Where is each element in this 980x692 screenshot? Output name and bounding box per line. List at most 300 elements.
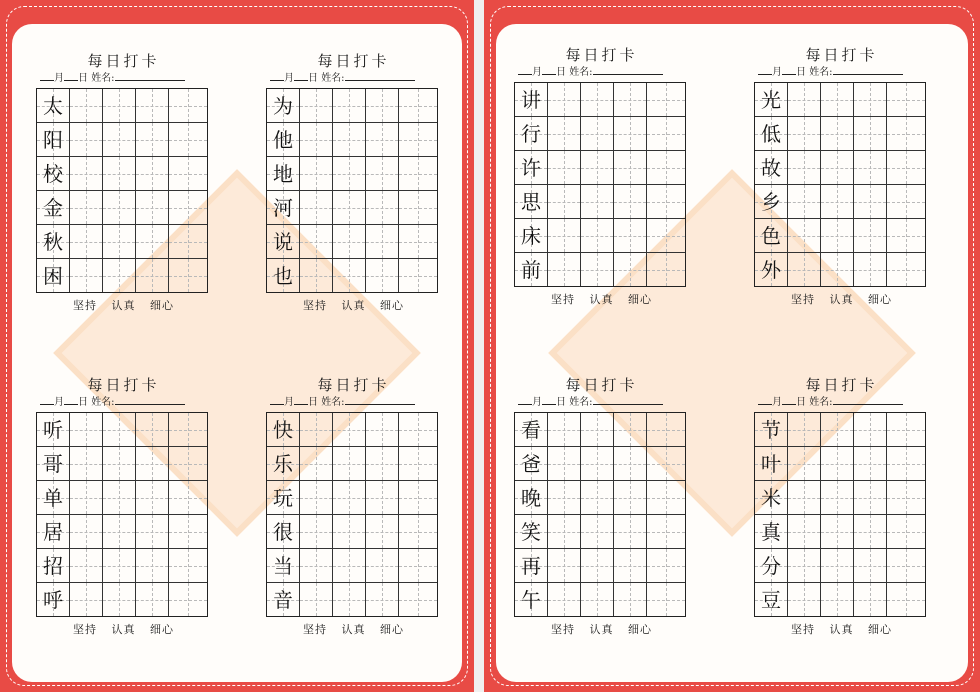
practice-cell[interactable] bbox=[887, 549, 925, 582]
model-character: 地 bbox=[273, 161, 293, 186]
day-blank[interactable] bbox=[294, 394, 308, 405]
practice-cell[interactable] bbox=[103, 123, 136, 156]
grid-row bbox=[37, 225, 207, 259]
practice-cell[interactable] bbox=[647, 549, 685, 582]
practice-cell[interactable] bbox=[70, 89, 103, 122]
practice-cell[interactable] bbox=[647, 515, 685, 548]
practice-cell[interactable] bbox=[333, 259, 366, 292]
model-char-cell bbox=[755, 219, 788, 252]
model-character: 哥 bbox=[43, 451, 63, 476]
model-char-cell bbox=[37, 225, 70, 258]
practice-cell[interactable] bbox=[103, 413, 136, 446]
practice-cell[interactable] bbox=[854, 83, 887, 116]
card-title: 每日打卡 bbox=[805, 46, 878, 64]
practice-cell[interactable] bbox=[887, 117, 925, 150]
tianzige-grid bbox=[754, 412, 926, 617]
grid-row bbox=[267, 481, 437, 515]
practice-cell[interactable] bbox=[614, 117, 647, 150]
name-blank[interactable] bbox=[115, 394, 185, 405]
practice-cell[interactable] bbox=[70, 481, 103, 514]
model-char-cell bbox=[755, 549, 788, 582]
practice-cell[interactable] bbox=[399, 157, 437, 190]
practice-cell[interactable] bbox=[366, 123, 399, 156]
practice-cell[interactable] bbox=[647, 117, 685, 150]
grid-row bbox=[37, 259, 207, 292]
practice-cell[interactable] bbox=[136, 413, 169, 446]
month-blank[interactable] bbox=[758, 64, 772, 75]
practice-cell[interactable] bbox=[169, 259, 207, 292]
practice-cell[interactable] bbox=[581, 549, 614, 582]
practice-cell[interactable] bbox=[70, 259, 103, 292]
practice-cell[interactable] bbox=[300, 583, 333, 616]
practice-cell[interactable] bbox=[647, 219, 685, 252]
grid-row bbox=[515, 549, 685, 583]
practice-cell[interactable] bbox=[614, 447, 647, 480]
practice-cell[interactable] bbox=[548, 515, 581, 548]
practice-cell[interactable] bbox=[854, 253, 887, 286]
practice-cell[interactable] bbox=[581, 185, 614, 218]
month-blank[interactable] bbox=[758, 394, 772, 405]
month-blank[interactable] bbox=[518, 394, 532, 405]
grid-row bbox=[755, 583, 925, 616]
practice-cell[interactable] bbox=[647, 583, 685, 616]
practice-cell[interactable] bbox=[136, 583, 169, 616]
practice-cell[interactable] bbox=[581, 447, 614, 480]
practice-cell[interactable] bbox=[821, 117, 854, 150]
practice-cell[interactable] bbox=[581, 117, 614, 150]
name-blank[interactable] bbox=[593, 64, 663, 75]
model-character: 听 bbox=[43, 417, 63, 442]
practice-cell[interactable] bbox=[548, 413, 581, 446]
practice-cell[interactable] bbox=[887, 481, 925, 514]
practice-cell[interactable] bbox=[614, 515, 647, 548]
practice-cell[interactable] bbox=[169, 447, 207, 480]
practice-cell[interactable] bbox=[821, 549, 854, 582]
model-char-cell bbox=[515, 583, 548, 616]
practice-cell[interactable] bbox=[548, 185, 581, 218]
grid-row bbox=[755, 447, 925, 481]
grid-row bbox=[515, 83, 685, 117]
practice-cell[interactable] bbox=[366, 259, 399, 292]
practice-cell[interactable] bbox=[854, 447, 887, 480]
month-label: 月 bbox=[284, 73, 294, 84]
practice-cell[interactable] bbox=[366, 481, 399, 514]
practice-cell[interactable] bbox=[70, 191, 103, 224]
practice-cell[interactable] bbox=[169, 225, 207, 258]
practice-cell[interactable] bbox=[103, 157, 136, 190]
checkin-card bbox=[266, 52, 441, 313]
practice-cell[interactable] bbox=[821, 515, 854, 548]
practice-cell[interactable] bbox=[854, 413, 887, 446]
practice-cell[interactable] bbox=[333, 225, 366, 258]
practice-cell[interactable] bbox=[647, 481, 685, 514]
model-char-cell bbox=[515, 151, 548, 184]
model-character: 也 bbox=[273, 263, 293, 288]
name-blank[interactable] bbox=[345, 70, 415, 81]
month-label: 月 bbox=[532, 397, 542, 408]
day-blank[interactable] bbox=[542, 64, 556, 75]
practice-cell[interactable] bbox=[136, 515, 169, 548]
name-blank[interactable] bbox=[833, 394, 903, 405]
practice-cell[interactable] bbox=[136, 481, 169, 514]
model-char-cell bbox=[267, 583, 300, 616]
practice-cell[interactable] bbox=[581, 515, 614, 548]
practice-cell[interactable] bbox=[548, 117, 581, 150]
checkin-card bbox=[754, 46, 929, 307]
model-char-cell bbox=[37, 413, 70, 446]
practice-cell[interactable] bbox=[136, 549, 169, 582]
practice-cell[interactable] bbox=[647, 413, 685, 446]
practice-cell[interactable] bbox=[169, 157, 207, 190]
month-label: 月 bbox=[54, 73, 64, 84]
practice-cell[interactable] bbox=[821, 185, 854, 218]
tianzige-grid bbox=[266, 88, 438, 293]
model-character: 光 bbox=[761, 87, 781, 112]
practice-cell[interactable] bbox=[70, 413, 103, 446]
card-title: 每日打卡 bbox=[805, 376, 878, 394]
practice-cell[interactable] bbox=[366, 413, 399, 446]
practice-cell[interactable] bbox=[136, 157, 169, 190]
practice-cell[interactable] bbox=[136, 123, 169, 156]
model-character: 呼 bbox=[43, 587, 63, 612]
tianzige-grid bbox=[266, 412, 438, 617]
month-blank[interactable] bbox=[40, 394, 54, 405]
practice-cell[interactable] bbox=[169, 191, 207, 224]
model-character: 乐 bbox=[273, 451, 293, 476]
practice-cell[interactable] bbox=[788, 549, 821, 582]
practice-cell[interactable] bbox=[821, 447, 854, 480]
practice-cell[interactable] bbox=[300, 481, 333, 514]
day-blank[interactable] bbox=[542, 394, 556, 405]
day-label: 日 bbox=[796, 397, 806, 408]
practice-cell[interactable] bbox=[788, 583, 821, 616]
practice-cell[interactable] bbox=[300, 515, 333, 548]
model-char-cell bbox=[755, 83, 788, 116]
practice-cell[interactable] bbox=[399, 583, 437, 616]
model-char-cell bbox=[755, 253, 788, 286]
model-char-cell bbox=[755, 481, 788, 514]
practice-cell[interactable] bbox=[647, 151, 685, 184]
date-name-line bbox=[270, 394, 441, 408]
day-blank[interactable] bbox=[294, 70, 308, 81]
practice-cell[interactable] bbox=[70, 515, 103, 548]
practice-cell[interactable] bbox=[821, 583, 854, 616]
practice-cell[interactable] bbox=[887, 447, 925, 480]
practice-cell[interactable] bbox=[333, 583, 366, 616]
model-char-cell bbox=[755, 583, 788, 616]
practice-cell[interactable] bbox=[821, 253, 854, 286]
practice-cell[interactable] bbox=[169, 413, 207, 446]
practice-cell[interactable] bbox=[136, 225, 169, 258]
day-blank[interactable] bbox=[64, 70, 78, 81]
practice-cell[interactable] bbox=[399, 225, 437, 258]
practice-cell[interactable] bbox=[333, 89, 366, 122]
practice-cell[interactable] bbox=[614, 583, 647, 616]
practice-cell[interactable] bbox=[103, 447, 136, 480]
checkin-card bbox=[266, 376, 441, 637]
day-blank[interactable] bbox=[782, 64, 796, 75]
practice-cell[interactable] bbox=[821, 219, 854, 252]
practice-cell[interactable] bbox=[136, 191, 169, 224]
practice-cell[interactable] bbox=[887, 83, 925, 116]
practice-cell[interactable] bbox=[399, 191, 437, 224]
month-blank[interactable] bbox=[270, 394, 284, 405]
practice-cell[interactable] bbox=[366, 157, 399, 190]
practice-cell[interactable] bbox=[581, 583, 614, 616]
name-blank[interactable] bbox=[345, 394, 415, 405]
practice-cell[interactable] bbox=[399, 413, 437, 446]
practice-cell[interactable] bbox=[70, 123, 103, 156]
practice-cell[interactable] bbox=[647, 185, 685, 218]
name-blank[interactable] bbox=[833, 64, 903, 75]
grid-row bbox=[515, 253, 685, 286]
practice-cell[interactable] bbox=[614, 185, 647, 218]
practice-cell[interactable] bbox=[103, 583, 136, 616]
practice-cell[interactable] bbox=[887, 151, 925, 184]
model-char-cell bbox=[755, 413, 788, 446]
model-character: 豆 bbox=[761, 587, 781, 612]
model-character: 节 bbox=[761, 417, 781, 442]
name-blank[interactable] bbox=[115, 70, 185, 81]
practice-cell[interactable] bbox=[647, 447, 685, 480]
practice-cell[interactable] bbox=[70, 447, 103, 480]
practice-cell[interactable] bbox=[614, 83, 647, 116]
month-blank[interactable] bbox=[270, 70, 284, 81]
practice-cell[interactable] bbox=[366, 515, 399, 548]
card-title: 每日打卡 bbox=[87, 52, 160, 70]
practice-cell[interactable] bbox=[169, 549, 207, 582]
practice-cell[interactable] bbox=[614, 549, 647, 582]
practice-cell[interactable] bbox=[548, 549, 581, 582]
grid-row bbox=[755, 481, 925, 515]
practice-cell[interactable] bbox=[300, 413, 333, 446]
practice-cell[interactable] bbox=[581, 151, 614, 184]
practice-cell[interactable] bbox=[647, 253, 685, 286]
practice-cell[interactable] bbox=[854, 185, 887, 218]
practice-cell[interactable] bbox=[103, 191, 136, 224]
grid-row bbox=[755, 219, 925, 253]
practice-cell[interactable] bbox=[333, 157, 366, 190]
practice-cell[interactable] bbox=[614, 151, 647, 184]
practice-cell[interactable] bbox=[614, 253, 647, 286]
day-blank[interactable] bbox=[782, 394, 796, 405]
model-character: 玩 bbox=[273, 485, 293, 510]
grid-row bbox=[37, 413, 207, 447]
month-label: 月 bbox=[54, 397, 64, 408]
checkin-card bbox=[754, 376, 929, 637]
month-label: 月 bbox=[284, 397, 294, 408]
card-footer-motto: 坚持 认真 细心 bbox=[303, 299, 404, 312]
model-character: 他 bbox=[273, 127, 293, 152]
model-char-cell bbox=[37, 89, 70, 122]
practice-cell[interactable] bbox=[614, 481, 647, 514]
practice-cell[interactable] bbox=[548, 151, 581, 184]
practice-cell[interactable] bbox=[333, 549, 366, 582]
practice-cell[interactable] bbox=[548, 219, 581, 252]
practice-cell[interactable] bbox=[548, 583, 581, 616]
practice-cell[interactable] bbox=[788, 515, 821, 548]
practice-cell[interactable] bbox=[854, 219, 887, 252]
practice-cell[interactable] bbox=[854, 515, 887, 548]
card-footer-motto: 坚持 认真 细心 bbox=[303, 623, 404, 636]
practice-cell[interactable] bbox=[854, 549, 887, 582]
practice-cell[interactable] bbox=[333, 515, 366, 548]
practice-cell[interactable] bbox=[333, 123, 366, 156]
practice-cell[interactable] bbox=[169, 123, 207, 156]
practice-cell[interactable] bbox=[300, 191, 333, 224]
practice-cell[interactable] bbox=[788, 83, 821, 116]
practice-cell[interactable] bbox=[300, 447, 333, 480]
grid-row bbox=[267, 225, 437, 259]
practice-cell[interactable] bbox=[854, 481, 887, 514]
practice-cell[interactable] bbox=[366, 89, 399, 122]
practice-cell[interactable] bbox=[614, 413, 647, 446]
practice-cell[interactable] bbox=[399, 259, 437, 292]
model-char-cell bbox=[37, 583, 70, 616]
practice-cell[interactable] bbox=[136, 447, 169, 480]
practice-cell[interactable] bbox=[300, 549, 333, 582]
practice-cell[interactable] bbox=[399, 515, 437, 548]
practice-cell[interactable] bbox=[399, 549, 437, 582]
practice-cell[interactable] bbox=[70, 157, 103, 190]
model-character: 真 bbox=[761, 519, 781, 544]
practice-cell[interactable] bbox=[169, 515, 207, 548]
practice-cell[interactable] bbox=[581, 253, 614, 286]
practice-cell[interactable] bbox=[333, 447, 366, 480]
model-character: 困 bbox=[43, 263, 63, 288]
model-character: 低 bbox=[761, 121, 781, 146]
practice-cell[interactable] bbox=[887, 185, 925, 218]
practice-cell[interactable] bbox=[581, 83, 614, 116]
practice-cell[interactable] bbox=[854, 151, 887, 184]
practice-cell[interactable] bbox=[333, 191, 366, 224]
practice-cell[interactable] bbox=[399, 89, 437, 122]
date-name-line bbox=[40, 394, 211, 408]
practice-cell[interactable] bbox=[300, 123, 333, 156]
practice-cell[interactable] bbox=[103, 89, 136, 122]
grid-row bbox=[37, 191, 207, 225]
day-blank[interactable] bbox=[64, 394, 78, 405]
practice-cell[interactable] bbox=[103, 515, 136, 548]
practice-cell[interactable] bbox=[169, 583, 207, 616]
practice-cell[interactable] bbox=[821, 481, 854, 514]
practice-cell[interactable] bbox=[788, 219, 821, 252]
practice-cell[interactable] bbox=[103, 549, 136, 582]
practice-cell[interactable] bbox=[548, 253, 581, 286]
practice-cell[interactable] bbox=[614, 219, 647, 252]
date-name-line bbox=[758, 64, 929, 78]
practice-cell[interactable] bbox=[788, 253, 821, 286]
practice-cell[interactable] bbox=[581, 481, 614, 514]
practice-cell[interactable] bbox=[887, 515, 925, 548]
practice-cell[interactable] bbox=[821, 413, 854, 446]
model-character: 太 bbox=[43, 93, 63, 118]
practice-cell[interactable] bbox=[103, 259, 136, 292]
practice-cell[interactable] bbox=[788, 185, 821, 218]
practice-cell[interactable] bbox=[821, 151, 854, 184]
practice-cell[interactable] bbox=[887, 413, 925, 446]
grid-row bbox=[267, 123, 437, 157]
practice-cell[interactable] bbox=[300, 89, 333, 122]
model-char-cell bbox=[515, 549, 548, 582]
practice-cell[interactable] bbox=[788, 413, 821, 446]
practice-cell[interactable] bbox=[366, 191, 399, 224]
card-footer-motto: 坚持 认真 细心 bbox=[73, 623, 174, 636]
model-char-cell bbox=[267, 481, 300, 514]
model-character: 音 bbox=[273, 587, 293, 612]
practice-cell[interactable] bbox=[333, 481, 366, 514]
model-char-cell bbox=[37, 447, 70, 480]
practice-cell[interactable] bbox=[399, 123, 437, 156]
date-name-line bbox=[40, 70, 211, 84]
practice-cell[interactable] bbox=[887, 253, 925, 286]
practice-cell[interactable] bbox=[136, 89, 169, 122]
practice-cell[interactable] bbox=[647, 83, 685, 116]
practice-cell[interactable] bbox=[854, 583, 887, 616]
practice-cell[interactable] bbox=[788, 447, 821, 480]
model-character: 金 bbox=[43, 195, 63, 220]
practice-cell[interactable] bbox=[366, 225, 399, 258]
practice-cell[interactable] bbox=[366, 583, 399, 616]
practice-cell[interactable] bbox=[788, 117, 821, 150]
practice-cell[interactable] bbox=[70, 549, 103, 582]
practice-cell[interactable] bbox=[854, 117, 887, 150]
practice-cell[interactable] bbox=[548, 83, 581, 116]
grid-row bbox=[37, 549, 207, 583]
practice-cell[interactable] bbox=[887, 219, 925, 252]
practice-cell[interactable] bbox=[169, 481, 207, 514]
model-char-cell bbox=[755, 185, 788, 218]
practice-cell[interactable] bbox=[788, 151, 821, 184]
practice-cell[interactable] bbox=[821, 83, 854, 116]
card-title: 每日打卡 bbox=[317, 52, 390, 70]
practice-cell[interactable] bbox=[399, 447, 437, 480]
practice-cell[interactable] bbox=[399, 481, 437, 514]
card-footer-motto: 坚持 认真 细心 bbox=[73, 299, 174, 312]
day-label: 日 bbox=[308, 397, 318, 408]
practice-cell[interactable] bbox=[136, 259, 169, 292]
practice-cell[interactable] bbox=[581, 219, 614, 252]
checkin-card bbox=[514, 376, 689, 637]
practice-cell[interactable] bbox=[366, 549, 399, 582]
practice-cell[interactable] bbox=[548, 447, 581, 480]
practice-cell[interactable] bbox=[169, 89, 207, 122]
practice-cell[interactable] bbox=[581, 413, 614, 446]
practice-cell[interactable] bbox=[103, 481, 136, 514]
practice-cell[interactable] bbox=[887, 583, 925, 616]
practice-cell[interactable] bbox=[333, 413, 366, 446]
month-blank[interactable] bbox=[518, 64, 532, 75]
card-title: 每日打卡 bbox=[87, 376, 160, 394]
model-character: 午 bbox=[521, 587, 541, 612]
practice-cell[interactable] bbox=[548, 481, 581, 514]
name-blank[interactable] bbox=[593, 394, 663, 405]
practice-cell[interactable] bbox=[103, 225, 136, 258]
tianzige-grid bbox=[36, 412, 208, 617]
tianzige-grid bbox=[514, 412, 686, 617]
month-blank[interactable] bbox=[40, 70, 54, 81]
practice-cell[interactable] bbox=[300, 157, 333, 190]
practice-cell[interactable] bbox=[70, 583, 103, 616]
grid-row bbox=[267, 191, 437, 225]
checkin-card bbox=[36, 376, 211, 637]
practice-cell[interactable] bbox=[366, 447, 399, 480]
practice-cell[interactable] bbox=[300, 225, 333, 258]
practice-cell[interactable] bbox=[70, 225, 103, 258]
practice-cell[interactable] bbox=[788, 481, 821, 514]
practice-cell[interactable] bbox=[300, 259, 333, 292]
grid-row bbox=[37, 123, 207, 157]
